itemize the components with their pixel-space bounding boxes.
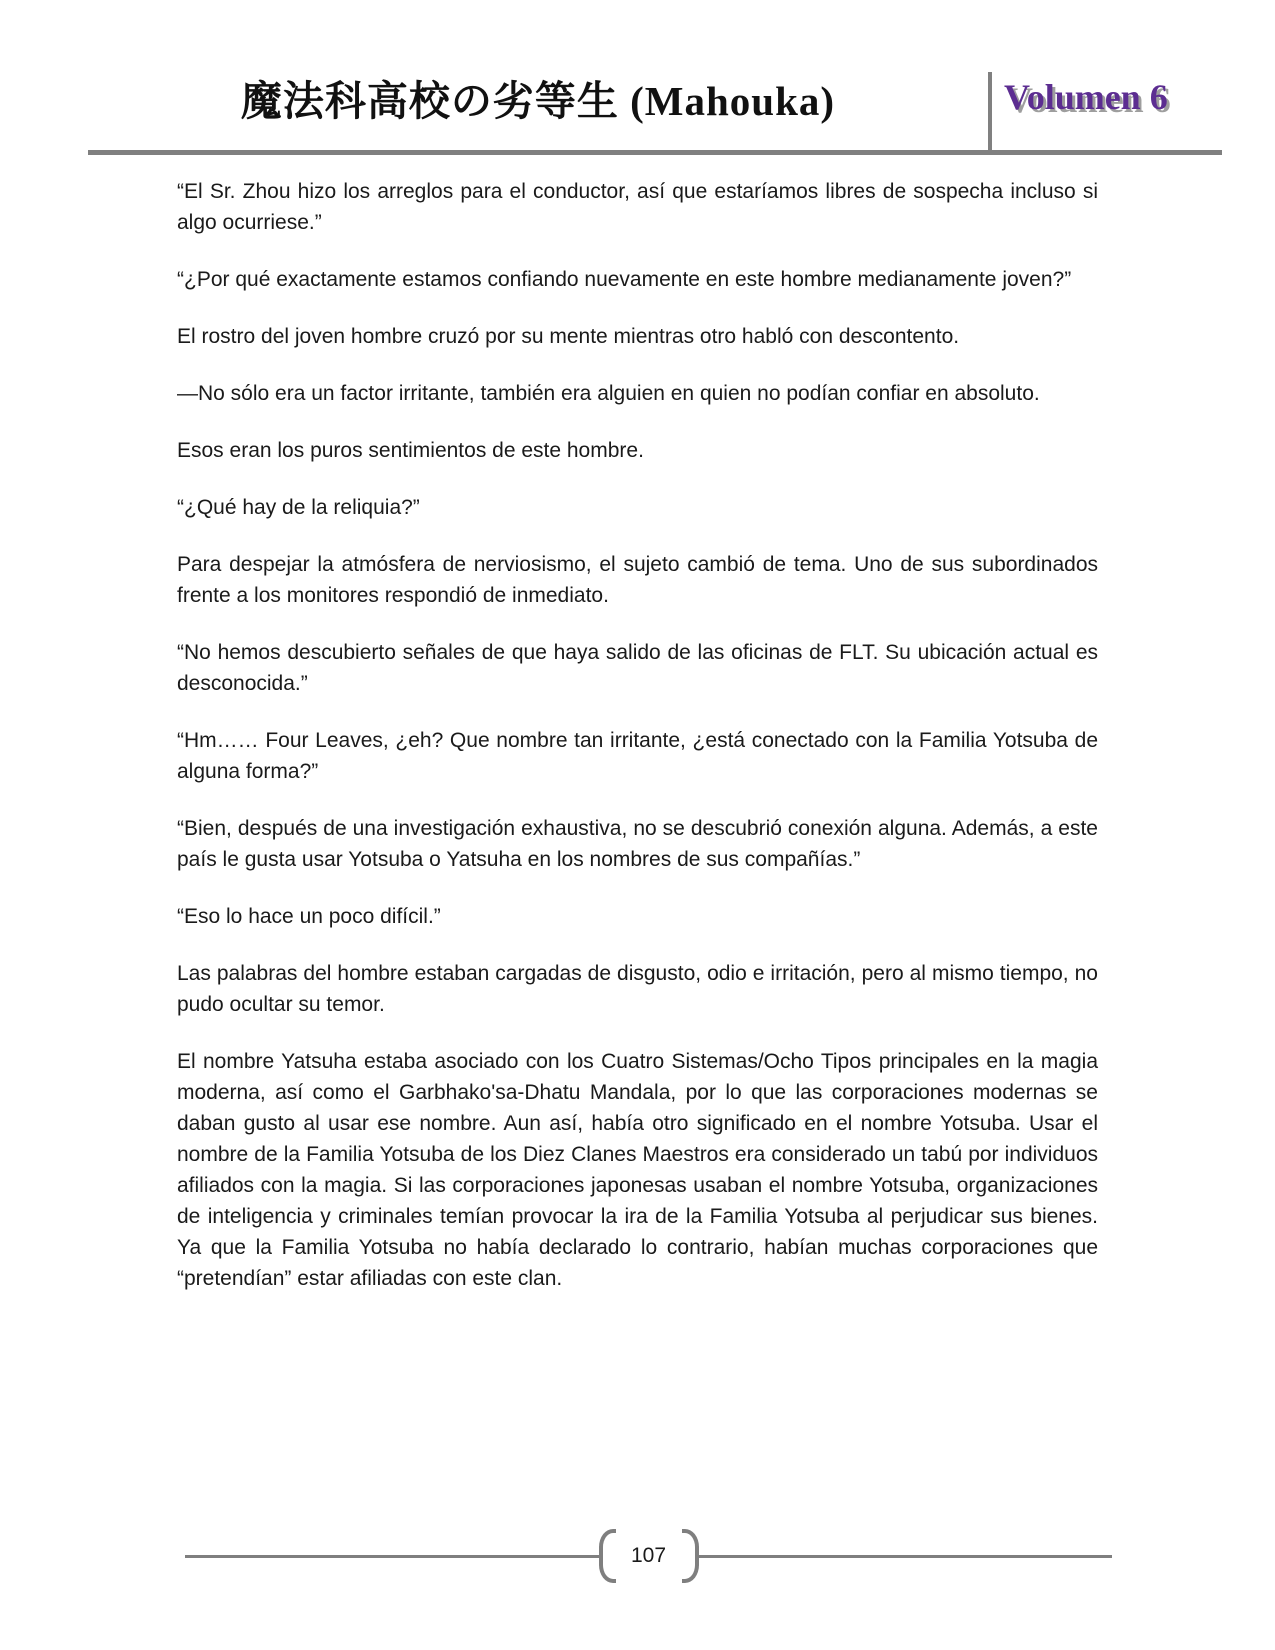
paragraph: Esos eran los puros sentimientos de este hombre.: [177, 439, 644, 462]
paragraph: El nombre Yatsuha estaba asociado con los Cuatro Sistemas/Ocho Tipos principales en la magia moderna, así como el Garbhako'sa-Dhatu Mandala, por lo que las corporaciones modernas se daban gusto al usar ese nombre. Aun así, había otro significado en el nombre Yotsuba. Usar el nombre de la Familia Yotsuba de los Diez Clanes Maestros era considerado un tabú por individuos afiliados con la magia. Si las corporaciones japonesas usaban el nombre Yotsuba, organizaciones de inteligencia y criminales temían provocar la ira de la Familia Yotsuba al perjudicar sus bienes. Ya que la Familia Yotsuba no había declarado lo contrario, habían muchas corporaciones que “pretendían” estar afiliadas con este clan.: [177, 1050, 1098, 1290]
page-number-bracket-left-icon: [599, 1529, 616, 1583]
paragraph: “¿Por qué exactamente estamos confiando nuevamente en este hombre medianamente joven?”: [177, 268, 1072, 291]
document-title: 魔法科高校の劣等生 (Mahouka): [240, 78, 836, 124]
paragraph: Las palabras del hombre estaban cargadas de disgusto, odio e irritación, pero al mismo tiempo, no pudo ocultar su temor.: [177, 962, 1098, 1016]
volume-label: Volumen 6: [1004, 77, 1168, 117]
paragraph: “Bien, después de una investigación exhaustiva, no se descubrió conexión alguna. Además, a este país le gusta usar Yotsuba o Yatsuha en los nombres de sus compañías.”: [177, 817, 1098, 871]
page-footer: [185, 1528, 1112, 1584]
paragraph: El rostro del joven hombre cruzó por su mente mientras otro habló con descontento.: [177, 325, 960, 348]
header-horizontal-rule: [88, 150, 1222, 155]
paragraph: “Eso lo hace un poco difícil.”: [177, 905, 441, 928]
footer-rule-right: [699, 1555, 1113, 1558]
paragraph: —No sólo era un factor irritante, también era alguien en quien no podían confiar en absoluto.: [177, 382, 1040, 405]
paragraph: “El Sr. Zhou hizo los arreglos para el conductor, así que estaríamos libres de sospecha incluso si algo ocurriese.”: [177, 180, 1098, 234]
paragraph: “No hemos descubierto señales de que haya salido de las oficinas de FLT. Su ubicación actual es desconocida.”: [177, 641, 1098, 695]
paragraph: “¿Qué hay de la reliquia?”: [177, 496, 420, 519]
page-number: 107: [630, 1544, 667, 1567]
footer-rule-left: [185, 1555, 599, 1558]
page-number-bracket-right-icon: [682, 1529, 699, 1583]
paragraph: Para despejar la atmósfera de nerviosismo, el sujeto cambió de tema. Uno de sus subordinados frente a los monitores respondió de inmediato.: [177, 553, 1098, 607]
page-body: [177, 176, 1098, 1320]
header-vertical-divider: [988, 72, 992, 153]
paragraph: “Hm…… Four Leaves, ¿eh? Que nombre tan irritante, ¿está conectado con la Familia Yotsuba de alguna forma?”: [177, 729, 1098, 783]
